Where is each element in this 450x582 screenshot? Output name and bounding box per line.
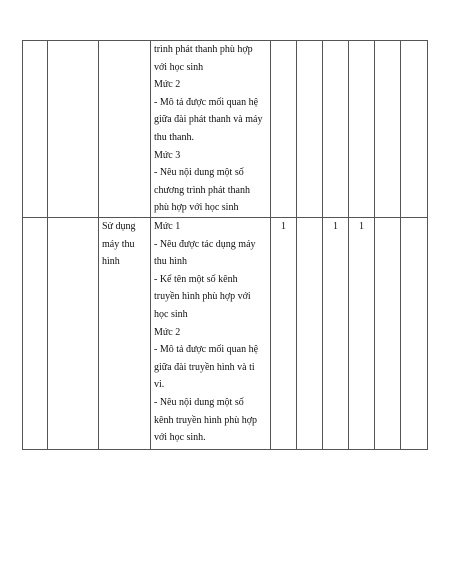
table-row	[23, 218, 428, 450]
content-cell	[151, 218, 271, 450]
content-line: - Nêu nội dung một số	[154, 167, 244, 179]
content-line: giữa đài phát thanh và máy	[154, 114, 263, 126]
table-cell	[401, 41, 428, 218]
table-cell	[48, 218, 99, 450]
content-line: giữa đài truyền hình và ti	[154, 361, 255, 373]
content-line: - Nêu nội dung một số	[154, 396, 244, 408]
table-cell	[375, 41, 401, 218]
count-cell: 1	[271, 218, 297, 450]
content-line: trình phát thanh phù hợp	[154, 44, 253, 55]
content-line: - Kể tên một số kênh	[154, 273, 238, 285]
table-cell	[349, 41, 375, 218]
table-cell	[23, 218, 48, 450]
content-line: thu thanh.	[154, 131, 194, 143]
content-line: Mức 3	[154, 149, 181, 161]
table-cell	[99, 41, 151, 218]
content-line: truyền hình phù hợp với	[154, 291, 251, 303]
assessment-matrix-table	[22, 40, 428, 450]
content-line: - Nêu được tác dụng máy	[154, 238, 256, 250]
table-cell	[271, 41, 297, 218]
table-cell	[297, 41, 323, 218]
topic-line: Sử dụng	[102, 221, 136, 232]
count-cell	[401, 218, 428, 450]
count-cell: 1	[323, 218, 349, 450]
count-cell: 1	[349, 218, 375, 450]
topic-line: máy thu	[102, 238, 135, 250]
content-line: chương trình phát thanh	[154, 184, 250, 196]
table-cell	[23, 41, 48, 218]
content-line: với học sinh	[154, 61, 204, 73]
count-cell	[375, 218, 401, 450]
content-line: phù hợp với học sinh	[154, 202, 239, 214]
count-cell	[297, 218, 323, 450]
content-line: học sinh	[154, 308, 188, 320]
content-line: kênh truyền hình phù hợp	[154, 414, 258, 426]
content-cell	[151, 41, 271, 218]
table-row	[23, 41, 428, 218]
content-line: thu hình	[154, 256, 188, 268]
table-cell	[323, 41, 349, 218]
content-line: vi.	[154, 379, 165, 391]
table-cell	[48, 41, 99, 218]
topic-line: hình	[102, 256, 120, 268]
content-line: Mức 2	[154, 79, 181, 91]
content-line: Mức 1	[154, 221, 181, 232]
content-line: - Mô tả được mối quan hệ	[154, 96, 259, 108]
content-line: với học sinh.	[154, 432, 206, 444]
content-line: - Mô tả được mối quan hệ	[154, 344, 259, 356]
content-line: Mức 2	[154, 326, 181, 338]
topic-cell	[99, 218, 151, 450]
